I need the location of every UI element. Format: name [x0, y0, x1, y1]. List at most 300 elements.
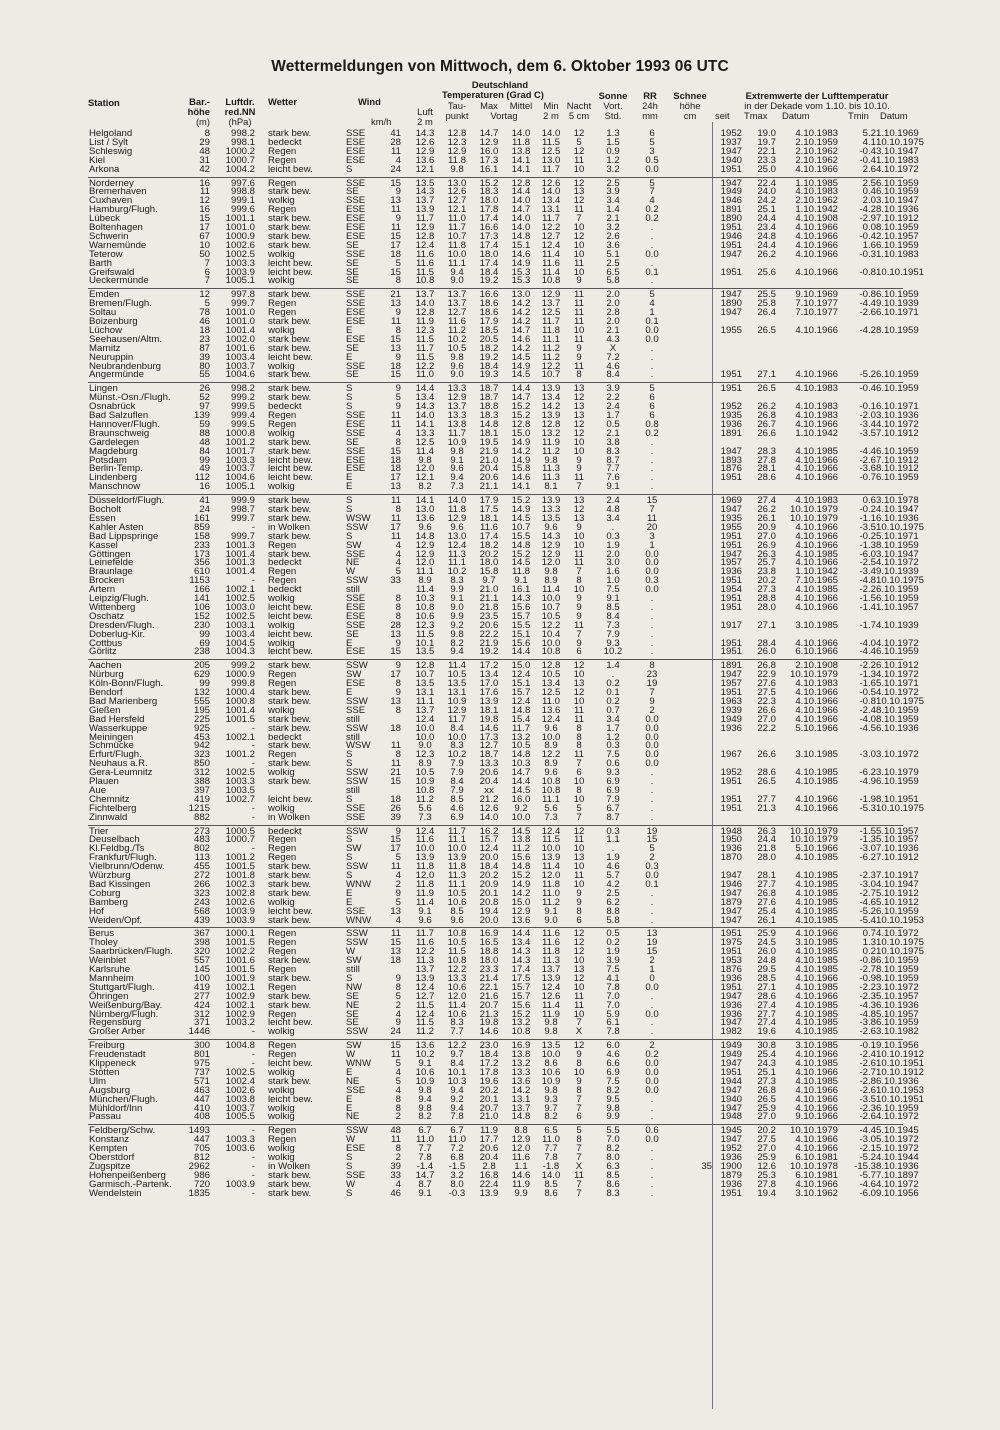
tmax-cell: 22.3 [757, 695, 776, 707]
luftdruck-cell: 999.5 [230, 418, 255, 430]
wetter-cell: stark bew. [268, 740, 312, 752]
wetter-cell: leicht bew. [268, 628, 313, 640]
sonne-cell: 3.6 [606, 239, 620, 251]
luftdruck-cell: 1001.5 [225, 713, 255, 725]
sonne-cell: 5.5 [606, 1125, 620, 1137]
wetter-cell: Regen [268, 834, 297, 846]
niederschlag-cell: 0.0 [645, 557, 659, 569]
station-name-cell: List / Sylt [89, 136, 128, 148]
taupunkt-cell: 10.9 [447, 695, 467, 707]
mittel-temp-cell: 14.1 [511, 163, 531, 175]
mittel-temp-cell: 14.8 [511, 704, 531, 716]
nacht-temp-cell: 13 [573, 678, 585, 690]
nacht-temp-cell: 12 [573, 1040, 585, 1052]
mittel-temp-cell: 9.1 [514, 575, 528, 587]
max-temp-cell: 20.7 [479, 1102, 499, 1114]
sonne-cell: 9.3 [606, 637, 620, 649]
bar-hoehe-cell: 48 [199, 145, 210, 157]
sonne-cell: 3.4 [606, 512, 620, 524]
wind-speed-cell: 13 [390, 195, 401, 207]
max-temp-cell: 20.4 [479, 463, 499, 475]
wind-speed-cell: 48 [390, 1125, 401, 1137]
header-wind: Wind [358, 96, 381, 107]
bar-hoehe-cell: 78 [199, 307, 210, 319]
wind-richtung-cell: NW [346, 981, 362, 993]
luft-temp-cell: 12.2 [415, 946, 435, 958]
tmin-cell: 0.4 [862, 186, 876, 198]
tmin-datum-cell: 8.10.1936 [876, 204, 919, 216]
wind-speed-cell: 11 [391, 758, 401, 770]
niederschlag-cell: 2 [649, 1040, 655, 1052]
max-temp-cell: 23.3 [479, 964, 499, 975]
header-taupunkt-1: Tau- [447, 100, 467, 111]
nacht-temp-cell: 8 [576, 740, 582, 752]
tmax-datum-cell: 4.10.1966 [795, 1102, 838, 1114]
taupunkt-cell: 8.4 [450, 776, 464, 787]
mittel-temp-cell: 14.4 [511, 776, 531, 787]
bar-hoehe-cell: 88 [199, 427, 210, 439]
mittel-temp-cell: 14.9 [511, 360, 531, 372]
min-temp-cell: 13.6 [541, 704, 561, 716]
wetter-cell: leicht bew. [268, 266, 313, 278]
station-name-cell: Wasserkuppe [89, 722, 148, 734]
tmax-cell: 28.3 [757, 445, 776, 457]
max-temp-cell: 16.2 [479, 825, 499, 837]
tmax-datum-cell: 4.10.1985 [795, 776, 838, 787]
mittel-temp-cell: 14.8 [511, 230, 531, 242]
tmax-datum-cell: 4.10.1966 [795, 928, 838, 940]
luft-temp-cell: 10.7 [415, 669, 435, 681]
sonne-cell: 1.2 [606, 154, 620, 166]
wind-speed-cell: 11 [391, 410, 401, 421]
luftdruck-cell: 1002.9 [225, 990, 255, 1002]
niederschlag-cell: . [650, 610, 654, 622]
wind-speed-cell: 8 [395, 601, 401, 613]
tmax-datum-cell: 7.10.1965 [795, 575, 838, 587]
bar-hoehe-cell: 720 [193, 1178, 210, 1190]
tmin-cell: -2.2 [859, 981, 876, 993]
tmax-cell: 27.8 [757, 1178, 776, 1190]
bar-hoehe-cell: 55 [199, 369, 210, 381]
header-luft: Luft [417, 106, 433, 117]
tmin-datum-cell: 6.10.1912 [876, 660, 919, 672]
min-temp-cell: 6.5 [544, 1125, 558, 1137]
wetter-cell: stark bew. [268, 660, 312, 672]
tmin-cell: -0.4 [859, 230, 876, 242]
wind-speed-cell: 11 [391, 316, 401, 327]
tmin-datum-cell: 4.10.1972 [876, 669, 919, 681]
niederschlag-cell: . [650, 802, 654, 814]
min-temp-cell: 12.8 [541, 418, 561, 430]
niederschlag-cell: 19 [646, 678, 658, 690]
sonne-cell: 4.3 [606, 333, 620, 345]
nacht-temp-cell: 6 [576, 914, 582, 926]
tmin-cell: -0.9 [859, 972, 876, 984]
wetter-cell: leicht bew. [268, 905, 313, 917]
tmax-cell: 26.3 [757, 548, 776, 560]
station-name-cell: Gera-Leumnitz [89, 767, 153, 779]
min-temp-cell: 11.2 [542, 351, 560, 363]
wind-richtung-cell: SSE [346, 1169, 366, 1181]
wind-richtung-cell: still [346, 584, 360, 596]
sonne-cell: 2.0 [606, 298, 620, 310]
wind-richtung-cell: SSE [346, 360, 366, 372]
station-name-cell: Bad Kissingen [89, 878, 151, 890]
seit-cell: 1955 [720, 324, 742, 336]
min-temp-cell: 12.2 [541, 360, 561, 372]
header-station: Station [88, 97, 120, 108]
bar-hoehe-cell: 323 [193, 887, 210, 899]
bar-hoehe-cell: 367 [193, 928, 210, 940]
bar-hoehe-cell: 320 [193, 946, 210, 958]
wind-speed-cell: 11 [391, 418, 401, 430]
nacht-temp-cell: 9 [576, 1075, 582, 1087]
wind-richtung-cell: SW [346, 955, 362, 967]
header-bar-hoehe-unit: (m) [195, 116, 210, 127]
tmin-datum-cell: 10.10.1912 [876, 1066, 925, 1078]
nacht-temp-cell: 10 [573, 539, 585, 551]
luft-temp-cell: 13.5 [415, 177, 435, 189]
niederschlag-cell: 0.0 [645, 758, 659, 770]
bar-hoehe-cell: 1835 [188, 1187, 210, 1199]
station-name-cell: Saarbrücken/Flugh. [89, 946, 173, 958]
niederschlag-cell: . [650, 1102, 654, 1114]
mittel-temp-cell: 15.3 [511, 275, 531, 287]
station-name-cell: Schwerin [89, 230, 129, 242]
min-temp-cell: 8.6 [544, 1187, 558, 1199]
tmax-cell: 27.4 [757, 1017, 776, 1029]
luft-temp-cell: 14.3 [415, 186, 435, 198]
min-temp-cell: 12.5 [541, 307, 561, 319]
tmax-datum-cell: 4.10.1966 [795, 222, 838, 233]
tmax-datum-cell: 4.10.1983 [795, 410, 838, 421]
niederschlag-cell: 0.0 [645, 248, 659, 260]
tmin-cell: -6.2 [859, 767, 876, 779]
tmax-cell: 27.4 [757, 495, 776, 507]
taupunkt-cell: 11.4 [448, 999, 466, 1011]
nacht-temp-cell: 11 [574, 307, 584, 319]
sonne-cell: 4.6 [606, 1049, 620, 1061]
bar-hoehe-cell: 273 [193, 825, 210, 837]
wind-speed-cell: 2 [395, 878, 401, 890]
tmax-datum-cell: 4.10.1966 [795, 601, 838, 613]
tmin-cell: 2.0 [862, 195, 876, 207]
tmin-cell: -1.7 [859, 619, 876, 631]
tmin-datum-cell: 5.10.1957 [876, 825, 919, 837]
tmax-datum-cell: 6.10.1981 [795, 1169, 838, 1181]
max-temp-cell: 18.4 [479, 861, 499, 873]
wetter-cell: stark bew. [268, 695, 312, 707]
seit-cell: 1951 [720, 637, 742, 649]
taupunkt-cell: -0.3 [448, 1187, 466, 1199]
min-temp-cell: 11.2 [542, 896, 560, 908]
taupunkt-cell: 11.7 [448, 713, 466, 725]
wind-richtung-cell: ESE [346, 307, 366, 319]
wetter-cell: stark bew. [268, 230, 312, 242]
sonne-cell: 7.0 [606, 990, 620, 1002]
tmax-datum-cell: 1.10.1985 [795, 177, 838, 189]
mittel-temp-cell: 14.7 [511, 767, 531, 779]
luftdruck-cell: 1002.5 [225, 248, 255, 260]
luftdruck-cell: 997.6 [230, 177, 255, 189]
wetter-cell: stark bew. [268, 1075, 312, 1087]
seit-cell: 1940 [720, 154, 742, 166]
max-temp-cell: 20.2 [479, 548, 499, 560]
wind-speed-cell: 9 [395, 213, 401, 225]
wetter-cell: stark bew. [268, 342, 312, 354]
station-name-cell: Ulm [89, 1075, 107, 1087]
station-name-cell: Hamburg/Flugh. [89, 204, 158, 216]
min-temp-cell: 8.6 [544, 1058, 558, 1069]
taupunkt-cell: 10.2 [447, 566, 467, 578]
mittel-temp-cell: 14.2 [511, 307, 531, 319]
nacht-temp-cell: 9 [576, 896, 582, 908]
wetter-cell: Regen [268, 418, 297, 430]
nacht-temp-cell: 7 [576, 758, 582, 770]
seit-cell: 1935 [720, 512, 742, 524]
taupunkt-cell: 13.0 [447, 177, 467, 189]
seit-cell: 1879 [720, 896, 742, 908]
tmax-cell: 26.1 [757, 512, 776, 524]
luft-temp-cell: 13.1 [415, 687, 435, 698]
wind-richtung-cell: S [346, 749, 353, 761]
luft-temp-cell: 11.7 [416, 342, 434, 354]
mittel-temp-cell: 15.0 [511, 427, 531, 439]
mittel-temp-cell: 17.4 [511, 964, 531, 975]
station-name-cell: Cottbus [89, 637, 123, 649]
taupunkt-cell: 11.0 [448, 1134, 466, 1146]
bar-hoehe-cell: 277 [193, 990, 210, 1002]
sonne-cell: 8.2 [606, 1084, 620, 1096]
min-temp-cell: 10.8 [541, 646, 561, 658]
wind-richtung-cell: SSE [346, 704, 366, 716]
mittel-temp-cell: 15.2 [511, 401, 531, 413]
station-name-cell: Barth [89, 257, 112, 269]
niederschlag-cell: 6 [649, 410, 655, 421]
wind-richtung-cell: SSW [346, 1026, 368, 1038]
sonne-cell: 7.8 [606, 1026, 620, 1038]
luftdruck-cell: - [251, 1187, 255, 1199]
tmax-datum-cell: 4.10.1985 [795, 914, 838, 926]
seit-cell: 1947 [720, 669, 742, 681]
luft-temp-cell: 12.8 [415, 230, 435, 242]
bar-hoehe-cell: 233 [193, 539, 210, 551]
wind-speed-cell: 24 [390, 163, 401, 175]
wind-speed-cell: 8 [395, 275, 401, 287]
header-nacht: Nacht [566, 100, 592, 111]
wind-richtung-cell: SSE [346, 905, 366, 917]
luftdruck-cell: 1003.2 [225, 1017, 255, 1029]
tmax-cell: 28.6 [757, 472, 776, 484]
max-temp-cell: 17.2 [479, 1058, 499, 1069]
wetter-cell: wolkig [268, 427, 295, 439]
min-temp-cell: 12.6 [541, 990, 561, 1002]
taupunkt-cell: 11.1 [448, 878, 466, 890]
tmax-cell: 28.5 [757, 972, 776, 984]
wetter-cell: stark bew. [268, 878, 312, 890]
wetter-cell: wolkig [268, 195, 295, 207]
luftdruck-cell: 1003.4 [225, 628, 255, 640]
max-temp-cell: 20.4 [479, 776, 499, 787]
tmax-datum-cell: 4.10.1966 [795, 539, 838, 551]
mittel-temp-cell: 13.6 [511, 1075, 531, 1087]
wind-speed-cell: 18 [390, 360, 401, 372]
bar-hoehe-cell: 17 [199, 222, 210, 233]
header-sonne: Sonne [598, 90, 628, 101]
luft-temp-cell: 12.3 [415, 619, 435, 631]
taupunkt-cell: 3.2 [450, 1169, 464, 1181]
mittel-temp-cell: 14.7 [511, 324, 531, 336]
wetter-cell: stark bew. [268, 436, 312, 448]
tmax-cell: 26.0 [757, 946, 776, 958]
sonne-cell: 8.5 [606, 601, 620, 613]
tmin-cell: -2.3 [859, 1102, 876, 1114]
wetter-cell: stark bew. [268, 186, 312, 198]
tmin-cell: -2.7 [859, 887, 876, 899]
station-name-cell: Deuselbach [89, 834, 140, 846]
tmin-cell: 1.6 [862, 239, 876, 251]
min-temp-cell: 14.0 [541, 186, 561, 198]
wind-richtung-cell: W [346, 566, 356, 578]
max-temp-cell: 17.7 [479, 1134, 499, 1146]
taupunkt-cell: 8.3 [450, 1017, 464, 1029]
tmin-datum-cell: 8.10.1959 [876, 222, 919, 233]
luft-temp-cell: 12.9 [415, 548, 435, 560]
tmax-cell: 25.9 [757, 1102, 776, 1114]
wind-richtung-cell: ESE [346, 463, 366, 475]
wind-speed-cell: 8 [395, 504, 401, 515]
wind-richtung-cell: ESE [346, 204, 366, 216]
tmin-cell: -5.7 [859, 1169, 876, 1181]
wind-speed-cell: 2 [395, 1152, 401, 1163]
bar-hoehe-cell: 453 [193, 731, 210, 743]
luft-temp-cell: 11.5 [416, 1017, 434, 1029]
sonne-cell: 3.9 [606, 383, 620, 395]
tmin-cell: -5.2 [859, 905, 876, 917]
seit-cell: 1940 [720, 1093, 742, 1105]
tmax-datum-cell: 1.10.1942 [795, 204, 838, 216]
tmin-cell: -1.3 [859, 539, 876, 551]
seit-cell: 1963 [720, 695, 742, 707]
min-temp-cell: 12.0 [541, 557, 561, 569]
tmin-cell: -3.5 [859, 427, 876, 439]
tmin-datum-cell: 6.10.1936 [876, 1075, 919, 1087]
min-temp-cell: 11.4 [542, 584, 560, 596]
luftdruck-cell: 1002.1 [225, 981, 255, 993]
tmax-datum-cell: 4.10.1985 [795, 445, 838, 457]
mittel-temp-cell: 15.0 [511, 660, 531, 672]
station-name-cell: Ueckermünde [89, 275, 149, 287]
sonne-cell: 8.3 [606, 1187, 620, 1199]
max-temp-cell: 11.9 [480, 1125, 498, 1137]
tmin-cell: -0.8 [859, 955, 876, 967]
bar-hoehe-cell: 112 [194, 472, 210, 484]
taupunkt-cell: 9.1 [450, 593, 464, 604]
taupunkt-cell: 13.1 [447, 687, 467, 698]
taupunkt-cell: 12.2 [447, 1040, 467, 1052]
taupunkt-cell: 8.5 [450, 905, 464, 917]
tmin-datum-cell: 4.10.1972 [876, 637, 919, 649]
seit-cell: 1936 [720, 1152, 742, 1163]
max-temp-cell: 21.4 [479, 972, 499, 984]
min-temp-cell: 10.4 [541, 628, 561, 640]
nacht-temp-cell: 13 [573, 383, 585, 395]
station-name-cell: Zinnwald [89, 811, 128, 823]
wind-richtung-cell: SE [346, 266, 359, 278]
max-temp-cell: 15.7 [479, 834, 499, 846]
mittel-temp-cell: 8.8 [514, 1125, 528, 1137]
bar-hoehe-cell: 100 [193, 972, 210, 984]
mittel-temp-cell: 12.9 [511, 905, 531, 917]
luftdruck-cell: 1000.9 [225, 669, 255, 681]
wind-richtung-cell: ESE [346, 230, 366, 242]
max-temp-cell: 17.4 [479, 530, 499, 542]
luftdruck-cell: 1000.2 [225, 145, 255, 157]
niederschlag-cell: 0.0 [645, 548, 659, 560]
max-temp-cell: 20.1 [479, 1093, 499, 1105]
taupunkt-cell: 10.2 [447, 333, 467, 345]
max-temp-cell: 20.2 [479, 1084, 499, 1096]
luft-temp-cell: 11.5 [416, 351, 434, 363]
wind-richtung-cell: SSW [346, 660, 368, 672]
tmax-cell: 20.9 [757, 521, 776, 533]
sonne-cell: 4.6 [606, 360, 620, 372]
max-temp-cell: 12.4 [479, 843, 499, 855]
tmin-datum-cell: 6.10.1959 [876, 186, 919, 198]
tmin-datum-cell: 6.10.1971 [876, 401, 919, 413]
niederschlag-cell: . [650, 896, 654, 908]
luftdruck-cell: 1001.4 [225, 566, 255, 578]
wind-speed-cell: 9 [395, 825, 401, 837]
luftdruck-cell: 1000.7 [225, 834, 255, 846]
wind-speed-cell: 18 [390, 793, 401, 805]
sonne-cell: 2.0 [606, 548, 620, 560]
luftdruck-cell: 1002.4 [225, 1075, 255, 1087]
tmin-cell: -6.2 [859, 852, 876, 864]
niederschlag-cell: . [650, 239, 654, 251]
bar-hoehe-cell: 7 [204, 275, 210, 287]
wind-speed-cell: 4 [395, 539, 401, 551]
luftdruck-cell: 1000.5 [225, 825, 255, 837]
tmin-cell: -4.4 [859, 445, 876, 457]
wetter-cell: in Wolken [268, 1160, 310, 1172]
mittel-temp-cell: 14.1 [511, 154, 531, 166]
tmin-cell: -2.7 [859, 964, 876, 975]
luftdruck-cell: - [251, 802, 255, 814]
sonne-cell: 3.9 [606, 955, 620, 967]
sonne-cell: 8.2 [606, 1143, 620, 1155]
wind-richtung-cell: SSW [346, 767, 368, 779]
tmin-cell: -2.1 [859, 1143, 876, 1155]
niederschlag-cell: 0.0 [645, 1066, 659, 1078]
wetter-cell: Regen [268, 307, 297, 319]
taupunkt-cell: 12.3 [447, 136, 467, 148]
taupunkt-cell: 9.4 [450, 1102, 464, 1114]
bar-hoehe-cell: 139 [193, 410, 210, 421]
sonne-cell: 6.9 [606, 776, 620, 787]
sonne-cell: 1.4 [606, 204, 620, 216]
wind-speed-cell: 18 [390, 463, 401, 475]
tmin-datum-cell: 3.10.1972 [876, 981, 919, 993]
tmax-cell: 24.8 [757, 955, 776, 967]
luft-temp-cell: 13.6 [415, 512, 435, 524]
tmax-datum-cell: 4.10.1966 [795, 530, 838, 542]
max-temp-cell: 21.3 [479, 1008, 499, 1020]
niederschlag-cell: . [650, 887, 654, 899]
nacht-temp-cell: 8 [576, 369, 582, 381]
tmin-cell: -4.6 [859, 896, 876, 908]
station-name-cell: Chemnitz [89, 793, 130, 805]
